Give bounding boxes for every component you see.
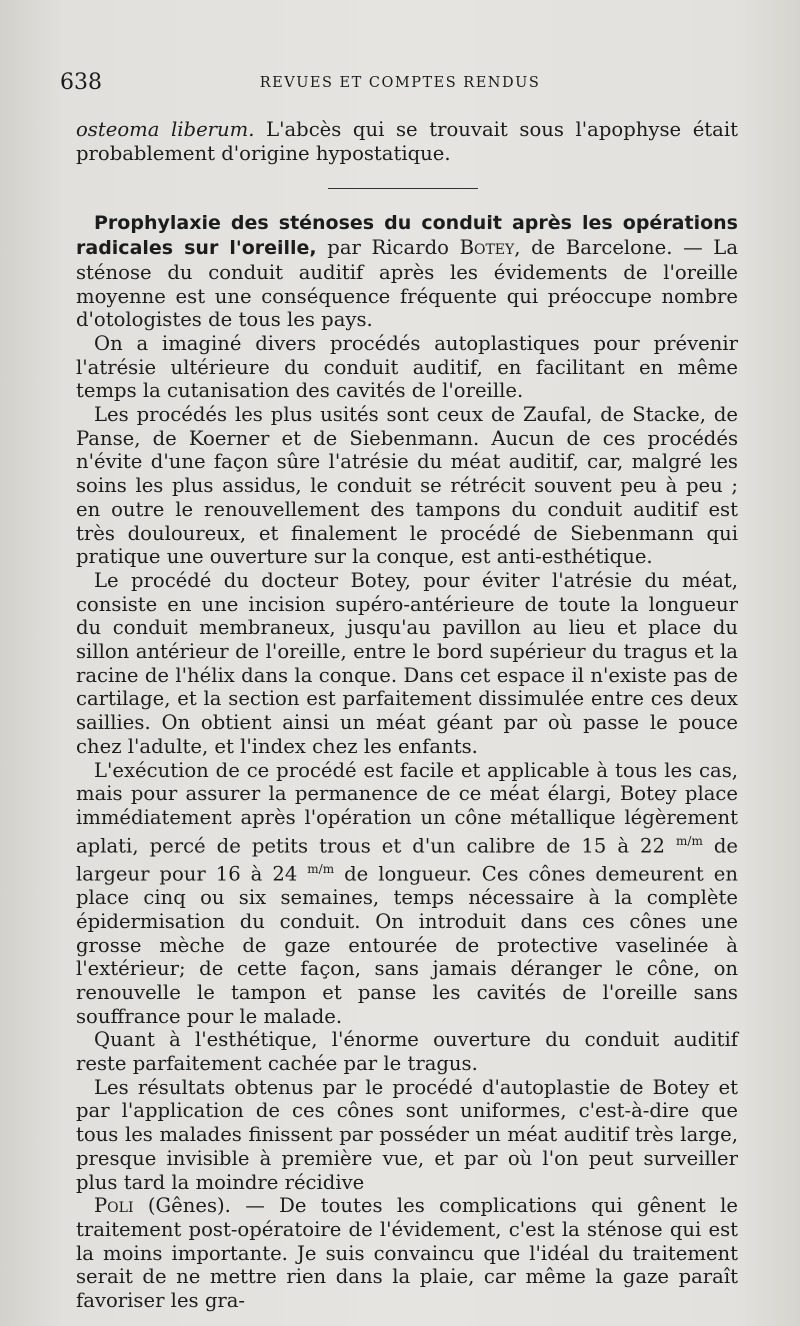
- intro-text: L'abcès qui se trouvait sous l'apophyse était probablement d'origine hypostatique.: [76, 118, 738, 165]
- author-suffix: , de Barcelone. — La sténose du conduit auditif après les évidements de l'oreille moyenne est une conséquence fréquente qui préoccupe nombre d'otologistes de tous les pays.: [76, 236, 738, 332]
- section-divider: [328, 188, 478, 189]
- unit-mm-1: m/m: [676, 833, 703, 848]
- page-number: 638: [60, 70, 102, 95]
- unit-mm-2: m/m: [307, 861, 335, 876]
- paragraph-5-part-c: de longueur. Ces cônes demeurent en place cinq ou six semaines, temps nécessaire à la complète épidermisation du conduit. On introduit dans ces cônes une grosse mèche de gaze entourée de protective vaselinée à l'extérieur; de cette façon, sans jamais déranger le cône, on renouvelle le tampon et panse les cavités de l'oreille sans souffrance pour le malade.: [76, 862, 739, 1028]
- paragraph-5-part-b: de largeur pour 16 à 24: [76, 834, 738, 886]
- discussant-name: Poli: [94, 1194, 134, 1218]
- paragraph-5-part-a: L'exécution de ce procédé est facile et applicable à tous les cas, mais pour assurer la permanence de ce méat élargi, Botey place immédiatement après l'opération un cône métallique légèrement aplati, percé de petits trous et d'un calibre de 15 à 22: [76, 758, 738, 858]
- paragraph-2: On a imaginé divers procédés autoplastiques pour prévenir l'atrésie ultérieure du conduit auditif, en facilitant en même temps la cutanisation des cavités de l'oreille.: [76, 331, 738, 403]
- paragraph-3: Les procédés les plus usités sont ceux de Zaufal, de Stacke, de Panse, de Koerner et de Siebenmann. Aucun de ces procédés n'évite d'une façon sûre l'atrésie du méat auditif, car, malgré les soins les plus assidus, le conduit se rétrécit souvent peu à peu ; en outre le renouvellement des tampons du conduit auditif est très douloureux, et finalement le procédé de Siebenmann qui pratique une ouverture sur la conque, est anti-esthétique.: [76, 403, 738, 569]
- article-lead-paragraph: [76, 211, 738, 332]
- paragraph-7: Les résultats obtenus par le procédé d'autoplastie de Botey et par l'application de ces cônes sont uniformes, c'est-à-dire que tous les malades finissent par posséder un méat auditif très large, presque invisible à première vue, et par où l'on peut surveiller plus tard la moindre récidive: [76, 1075, 738, 1194]
- page-body: [76, 118, 738, 1313]
- paragraph-4: Le procédé du docteur Botey, pour éviter l'atrésie du méat, consiste en une incision supéro-antérieure de toute la longueur du conduit membraneux, jusqu'au pavillon au lieu et place du sillon antérieur de l'oreille, entre le bord supérieur du tragus et la racine de l'hélix dans la conque. Dans cet espace il n'existe pas de cartilage, et la section est parfaitement dissimulée entre ces deux saillies. On obtient ainsi un méat géant par où passe le pouce chez l'adulte, et l'index chez les enfants.: [76, 568, 738, 758]
- paragraph-8-text: (Gênes). — De toutes les complications qui gênent le traitement post-opératoire de l'évidement, c'est la sténose qui est la moins importante. Je suis convaincu que l'idéal du traitement serait de ne mettre rien dans la plaie, car même la gaze paraît favoriser les gra-: [76, 1194, 738, 1313]
- intro-italic: osteoma liberum.: [76, 118, 255, 141]
- running-title: REVUES ET COMPTES RENDUS: [259, 75, 541, 91]
- paragraph-6: Quant à l'esthétique, l'énorme ouverture du conduit auditif reste parfaitement cachée par le tragus.: [76, 1028, 738, 1076]
- paragraph-8: [76, 1194, 738, 1313]
- article-title: Prophylaxie des sténoses du conduit après les opérations radicales sur l'oreille,: [76, 212, 738, 260]
- intro-paragraph: [76, 118, 738, 165]
- author-prefix: par Ricardo: [316, 236, 460, 260]
- author-name: Botey: [459, 236, 515, 260]
- paragraph-5: [76, 759, 738, 1029]
- page-header: [60, 70, 740, 100]
